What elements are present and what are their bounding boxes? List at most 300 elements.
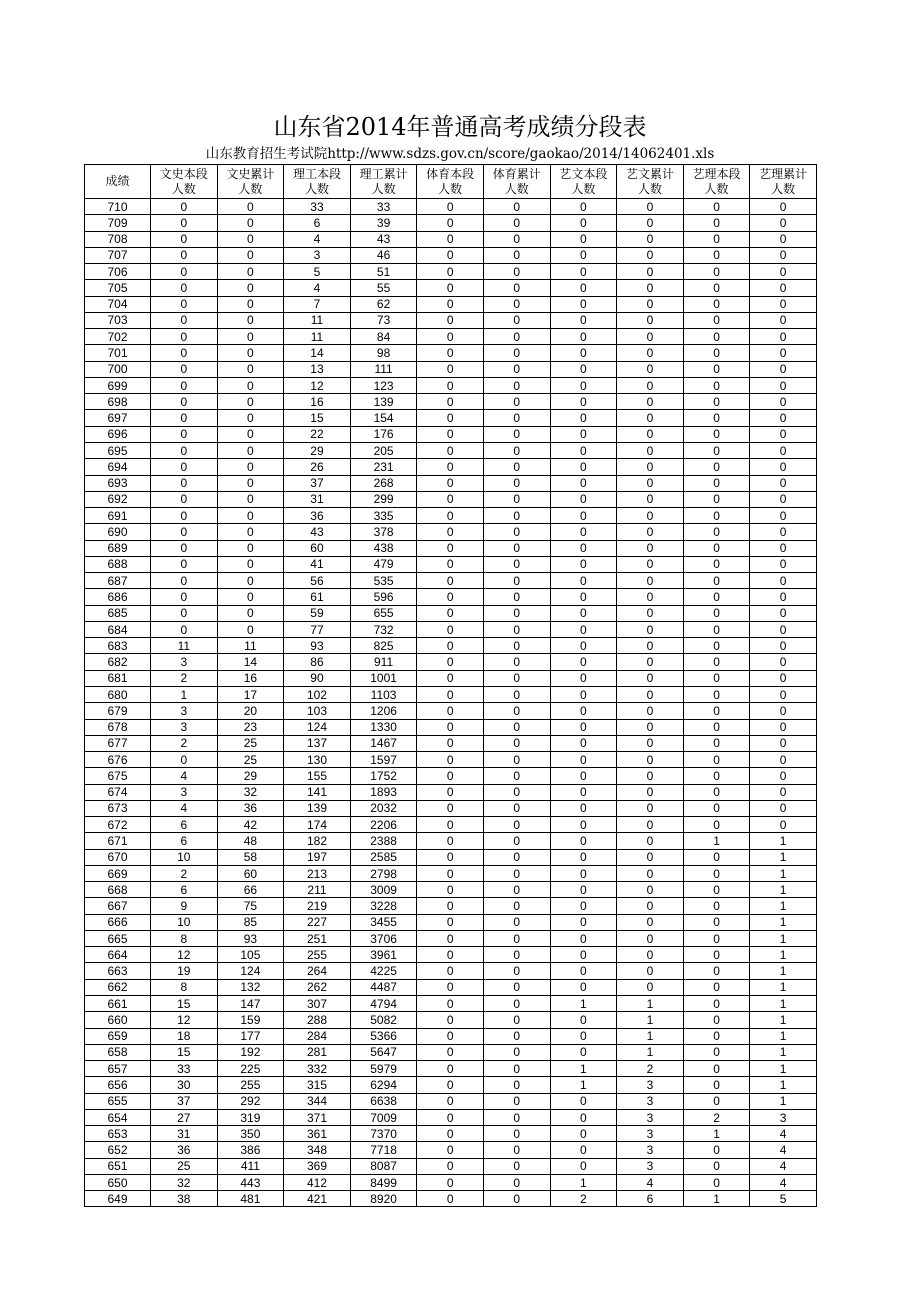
- column-header: 文史本段 人数: [151, 165, 218, 199]
- count-cell: 262: [284, 979, 351, 995]
- count-cell: 6: [151, 817, 218, 833]
- count-cell: 5979: [350, 1061, 417, 1077]
- count-cell: 0: [151, 296, 218, 312]
- count-cell: 0: [483, 1126, 550, 1142]
- count-cell: 299: [350, 491, 417, 507]
- table-row: [85, 540, 817, 556]
- score-cell: 663: [85, 963, 151, 979]
- table-row: [85, 1191, 817, 1207]
- count-cell: 0: [683, 524, 750, 540]
- table-row: [85, 361, 817, 377]
- table-row: [85, 312, 817, 328]
- count-cell: 0: [750, 264, 817, 280]
- score-cell: 706: [85, 264, 151, 280]
- count-cell: 0: [683, 459, 750, 475]
- count-cell: 0: [617, 508, 684, 524]
- count-cell: 0: [417, 898, 484, 914]
- count-cell: 0: [483, 491, 550, 507]
- count-cell: 0: [217, 589, 284, 605]
- score-cell: 667: [85, 898, 151, 914]
- count-cell: 0: [483, 865, 550, 881]
- count-cell: 4: [750, 1126, 817, 1142]
- count-cell: 3: [284, 247, 351, 263]
- count-cell: 0: [750, 410, 817, 426]
- count-cell: 0: [550, 491, 617, 507]
- count-cell: 0: [683, 442, 750, 458]
- score-cell: 657: [85, 1061, 151, 1077]
- count-cell: 0: [683, 1093, 750, 1109]
- table-row: [85, 703, 817, 719]
- count-cell: 75: [217, 898, 284, 914]
- count-cell: 369: [284, 1158, 351, 1174]
- count-cell: 177: [217, 1028, 284, 1044]
- table-row: [85, 1109, 817, 1125]
- count-cell: 0: [550, 1028, 617, 1044]
- count-cell: 0: [550, 882, 617, 898]
- count-cell: 0: [750, 199, 817, 215]
- count-cell: 0: [750, 540, 817, 556]
- count-cell: 0: [417, 1142, 484, 1158]
- count-cell: 0: [617, 930, 684, 946]
- count-cell: 32: [217, 784, 284, 800]
- count-cell: 41: [284, 556, 351, 572]
- count-cell: 85: [217, 914, 284, 930]
- count-cell: 0: [750, 280, 817, 296]
- count-cell: 0: [617, 768, 684, 784]
- count-cell: 0: [683, 686, 750, 702]
- score-cell: 675: [85, 768, 151, 784]
- count-cell: 0: [151, 508, 218, 524]
- count-cell: 0: [417, 817, 484, 833]
- count-cell: 0: [151, 491, 218, 507]
- count-cell: 1: [750, 1028, 817, 1044]
- count-cell: 3228: [350, 898, 417, 914]
- count-cell: 4: [617, 1174, 684, 1190]
- count-cell: 288: [284, 1012, 351, 1028]
- count-cell: 0: [750, 817, 817, 833]
- count-cell: 0: [683, 329, 750, 345]
- table-row: [85, 264, 817, 280]
- count-cell: 37: [151, 1093, 218, 1109]
- score-cell: 672: [85, 817, 151, 833]
- count-cell: 0: [151, 361, 218, 377]
- count-cell: 90: [284, 670, 351, 686]
- count-cell: 139: [350, 394, 417, 410]
- count-cell: 0: [417, 475, 484, 491]
- score-cell: 666: [85, 914, 151, 930]
- count-cell: 0: [483, 573, 550, 589]
- count-cell: 0: [417, 426, 484, 442]
- table-row: [85, 670, 817, 686]
- count-cell: 29: [217, 768, 284, 784]
- table-row: [85, 638, 817, 654]
- count-cell: 0: [683, 361, 750, 377]
- count-cell: 268: [350, 475, 417, 491]
- count-cell: 315: [284, 1077, 351, 1093]
- count-cell: 6294: [350, 1077, 417, 1093]
- count-cell: 1752: [350, 768, 417, 784]
- count-cell: 0: [217, 199, 284, 215]
- count-cell: 0: [417, 394, 484, 410]
- count-cell: 154: [350, 410, 417, 426]
- count-cell: 0: [683, 280, 750, 296]
- count-cell: 0: [750, 394, 817, 410]
- count-cell: 0: [617, 865, 684, 881]
- count-cell: 6638: [350, 1093, 417, 1109]
- count-cell: 0: [483, 1109, 550, 1125]
- score-cell: 701: [85, 345, 151, 361]
- count-cell: 0: [151, 752, 218, 768]
- count-cell: 2: [683, 1109, 750, 1125]
- count-cell: 0: [683, 491, 750, 507]
- count-cell: 1330: [350, 719, 417, 735]
- count-cell: 0: [483, 1044, 550, 1060]
- count-cell: 2585: [350, 849, 417, 865]
- score-cell: 697: [85, 410, 151, 426]
- count-cell: 0: [217, 524, 284, 540]
- count-cell: 0: [617, 589, 684, 605]
- count-cell: 0: [417, 735, 484, 751]
- table-header: [85, 165, 817, 199]
- table-row: [85, 865, 817, 881]
- count-cell: 0: [151, 280, 218, 296]
- count-cell: 59: [284, 605, 351, 621]
- count-cell: 0: [217, 605, 284, 621]
- column-header: 艺理累计 人数: [750, 165, 817, 199]
- count-cell: 231: [350, 459, 417, 475]
- count-cell: 0: [550, 199, 617, 215]
- count-cell: 0: [417, 670, 484, 686]
- count-cell: 3: [617, 1093, 684, 1109]
- count-cell: 0: [417, 1044, 484, 1060]
- count-cell: 0: [417, 524, 484, 540]
- count-cell: 219: [284, 898, 351, 914]
- count-cell: 0: [550, 849, 617, 865]
- score-cell: 671: [85, 833, 151, 849]
- table-row: [85, 215, 817, 231]
- count-cell: 192: [217, 1044, 284, 1060]
- count-cell: 0: [617, 654, 684, 670]
- count-cell: 182: [284, 833, 351, 849]
- count-cell: 0: [151, 573, 218, 589]
- count-cell: 1: [750, 849, 817, 865]
- count-cell: 6: [617, 1191, 684, 1207]
- count-cell: 0: [683, 996, 750, 1012]
- count-cell: 2: [617, 1061, 684, 1077]
- count-cell: 0: [217, 312, 284, 328]
- count-cell: 0: [483, 947, 550, 963]
- count-cell: 0: [683, 556, 750, 572]
- count-cell: 2: [550, 1191, 617, 1207]
- count-cell: 0: [550, 524, 617, 540]
- count-cell: 0: [550, 394, 617, 410]
- count-cell: 0: [417, 329, 484, 345]
- column-header: 艺文本段 人数: [550, 165, 617, 199]
- count-cell: 1103: [350, 686, 417, 702]
- count-cell: 0: [483, 768, 550, 784]
- count-cell: 0: [417, 296, 484, 312]
- count-cell: 147: [217, 996, 284, 1012]
- count-cell: 6: [284, 215, 351, 231]
- table-row: [85, 556, 817, 572]
- count-cell: 0: [550, 719, 617, 735]
- count-cell: 0: [217, 394, 284, 410]
- count-cell: 4: [284, 231, 351, 247]
- count-cell: 27: [151, 1109, 218, 1125]
- count-cell: 0: [417, 264, 484, 280]
- count-cell: 3: [617, 1158, 684, 1174]
- count-cell: 732: [350, 621, 417, 637]
- count-cell: 0: [750, 377, 817, 393]
- count-cell: 0: [617, 573, 684, 589]
- count-cell: 0: [483, 882, 550, 898]
- count-cell: 0: [750, 296, 817, 312]
- count-cell: 2388: [350, 833, 417, 849]
- table-row: [85, 442, 817, 458]
- count-cell: 0: [417, 996, 484, 1012]
- count-cell: 0: [151, 247, 218, 263]
- count-cell: 0: [683, 426, 750, 442]
- count-cell: 0: [483, 963, 550, 979]
- count-cell: 16: [217, 670, 284, 686]
- count-cell: 0: [617, 410, 684, 426]
- column-header: 成绩: [85, 165, 151, 199]
- table-row: [85, 410, 817, 426]
- count-cell: 0: [683, 1012, 750, 1028]
- count-cell: 0: [483, 654, 550, 670]
- count-cell: 1: [683, 833, 750, 849]
- count-cell: 0: [750, 556, 817, 572]
- count-cell: 0: [683, 231, 750, 247]
- count-cell: 0: [483, 410, 550, 426]
- count-cell: 0: [617, 215, 684, 231]
- score-cell: 693: [85, 475, 151, 491]
- score-cell: 654: [85, 1109, 151, 1125]
- count-cell: 535: [350, 573, 417, 589]
- count-cell: 0: [217, 247, 284, 263]
- count-cell: 1: [550, 1174, 617, 1190]
- count-cell: 0: [483, 247, 550, 263]
- count-cell: 0: [617, 199, 684, 215]
- count-cell: 292: [217, 1093, 284, 1109]
- count-cell: 319: [217, 1109, 284, 1125]
- count-cell: 0: [217, 231, 284, 247]
- count-cell: 371: [284, 1109, 351, 1125]
- count-cell: 58: [217, 849, 284, 865]
- count-cell: 0: [683, 1174, 750, 1190]
- count-cell: 1: [683, 1126, 750, 1142]
- count-cell: 0: [683, 394, 750, 410]
- count-cell: 141: [284, 784, 351, 800]
- count-cell: 102: [284, 686, 351, 702]
- count-cell: 0: [617, 394, 684, 410]
- count-cell: 0: [750, 654, 817, 670]
- count-cell: 0: [617, 475, 684, 491]
- count-cell: 0: [417, 215, 484, 231]
- count-cell: 29: [284, 442, 351, 458]
- score-cell: 656: [85, 1077, 151, 1093]
- count-cell: 0: [483, 638, 550, 654]
- count-cell: 7: [284, 296, 351, 312]
- table-row: [85, 231, 817, 247]
- count-cell: 0: [550, 914, 617, 930]
- count-cell: 5: [284, 264, 351, 280]
- count-cell: 73: [350, 312, 417, 328]
- count-cell: 15: [151, 1044, 218, 1060]
- count-cell: 0: [217, 540, 284, 556]
- count-cell: 37: [284, 475, 351, 491]
- count-cell: 3: [151, 719, 218, 735]
- table-row: [85, 996, 817, 1012]
- count-cell: 0: [417, 199, 484, 215]
- count-cell: 0: [417, 280, 484, 296]
- count-cell: 0: [617, 752, 684, 768]
- count-cell: 0: [417, 540, 484, 556]
- count-cell: 39: [350, 215, 417, 231]
- count-cell: 3: [750, 1109, 817, 1125]
- count-cell: 33: [350, 199, 417, 215]
- count-cell: 1: [750, 1012, 817, 1028]
- count-cell: 0: [483, 719, 550, 735]
- count-cell: 0: [683, 1077, 750, 1093]
- count-cell: 33: [284, 199, 351, 215]
- table-row: [85, 345, 817, 361]
- count-cell: 0: [617, 670, 684, 686]
- count-cell: 0: [683, 735, 750, 751]
- count-cell: 0: [683, 979, 750, 995]
- table-row: [85, 1012, 817, 1028]
- column-header: 理工本段 人数: [284, 165, 351, 199]
- count-cell: 3: [151, 703, 218, 719]
- page-title: 山东省2014年普通高考成绩分段表: [273, 113, 647, 141]
- count-cell: 0: [617, 638, 684, 654]
- count-cell: 0: [683, 654, 750, 670]
- count-cell: 43: [350, 231, 417, 247]
- count-cell: 8499: [350, 1174, 417, 1190]
- count-cell: 0: [483, 329, 550, 345]
- table-row: [85, 1158, 817, 1174]
- count-cell: 0: [417, 345, 484, 361]
- count-cell: 0: [483, 264, 550, 280]
- score-cell: 658: [85, 1044, 151, 1060]
- score-cell: 694: [85, 459, 151, 475]
- column-header: 体育本段 人数: [417, 165, 484, 199]
- count-cell: 1206: [350, 703, 417, 719]
- table-row: [85, 1028, 817, 1044]
- count-cell: 1: [617, 1028, 684, 1044]
- count-cell: 0: [750, 508, 817, 524]
- score-cell: 707: [85, 247, 151, 263]
- count-cell: 0: [550, 947, 617, 963]
- count-cell: 10: [151, 849, 218, 865]
- table-row: [85, 1044, 817, 1060]
- count-cell: 25: [217, 752, 284, 768]
- count-cell: 84: [350, 329, 417, 345]
- count-cell: 0: [417, 247, 484, 263]
- count-cell: 0: [483, 605, 550, 621]
- score-cell: 660: [85, 1012, 151, 1028]
- count-cell: 0: [683, 898, 750, 914]
- count-cell: 0: [750, 589, 817, 605]
- table-row: [85, 849, 817, 865]
- count-cell: 0: [483, 280, 550, 296]
- count-cell: 0: [550, 280, 617, 296]
- count-cell: 0: [550, 686, 617, 702]
- count-cell: 0: [683, 865, 750, 881]
- count-cell: 0: [617, 979, 684, 995]
- count-cell: 0: [417, 1061, 484, 1077]
- count-cell: 213: [284, 865, 351, 881]
- count-cell: 0: [617, 703, 684, 719]
- count-cell: 211: [284, 882, 351, 898]
- count-cell: 0: [483, 621, 550, 637]
- count-cell: 0: [550, 833, 617, 849]
- count-cell: 0: [683, 963, 750, 979]
- count-cell: 0: [617, 719, 684, 735]
- count-cell: 655: [350, 605, 417, 621]
- count-cell: 0: [483, 215, 550, 231]
- count-cell: 0: [483, 475, 550, 491]
- count-cell: 0: [683, 800, 750, 816]
- count-cell: 0: [483, 442, 550, 458]
- count-cell: 0: [417, 1191, 484, 1207]
- count-cell: 386: [217, 1142, 284, 1158]
- count-cell: 0: [417, 914, 484, 930]
- count-cell: 0: [151, 442, 218, 458]
- count-cell: 12: [284, 377, 351, 393]
- count-cell: 0: [550, 1126, 617, 1142]
- count-cell: 9: [151, 898, 218, 914]
- count-cell: 0: [683, 345, 750, 361]
- count-cell: 0: [550, 621, 617, 637]
- count-cell: 15: [284, 410, 351, 426]
- score-cell: 699: [85, 377, 151, 393]
- count-cell: 344: [284, 1093, 351, 1109]
- table-row: [85, 1174, 817, 1190]
- count-cell: 0: [617, 377, 684, 393]
- count-cell: 60: [217, 865, 284, 881]
- table-row: [85, 573, 817, 589]
- count-cell: 0: [417, 1174, 484, 1190]
- count-cell: 7718: [350, 1142, 417, 1158]
- count-cell: 0: [151, 621, 218, 637]
- count-cell: 0: [550, 264, 617, 280]
- table-row: [85, 817, 817, 833]
- count-cell: 0: [217, 280, 284, 296]
- count-cell: 0: [617, 849, 684, 865]
- count-cell: 0: [417, 800, 484, 816]
- count-cell: 0: [550, 930, 617, 946]
- count-cell: 0: [750, 247, 817, 263]
- count-cell: 0: [750, 426, 817, 442]
- count-cell: 86: [284, 654, 351, 670]
- count-cell: 2: [151, 735, 218, 751]
- count-cell: 0: [217, 621, 284, 637]
- count-cell: 0: [683, 752, 750, 768]
- score-cell: 679: [85, 703, 151, 719]
- count-cell: 26: [284, 459, 351, 475]
- count-cell: 31: [284, 491, 351, 507]
- count-cell: 0: [151, 377, 218, 393]
- count-cell: 4: [750, 1174, 817, 1190]
- table-row: [85, 833, 817, 849]
- count-cell: 0: [151, 231, 218, 247]
- count-cell: 8: [151, 930, 218, 946]
- count-cell: 1: [750, 882, 817, 898]
- score-cell: 702: [85, 329, 151, 345]
- count-cell: 0: [750, 735, 817, 751]
- count-cell: 0: [151, 524, 218, 540]
